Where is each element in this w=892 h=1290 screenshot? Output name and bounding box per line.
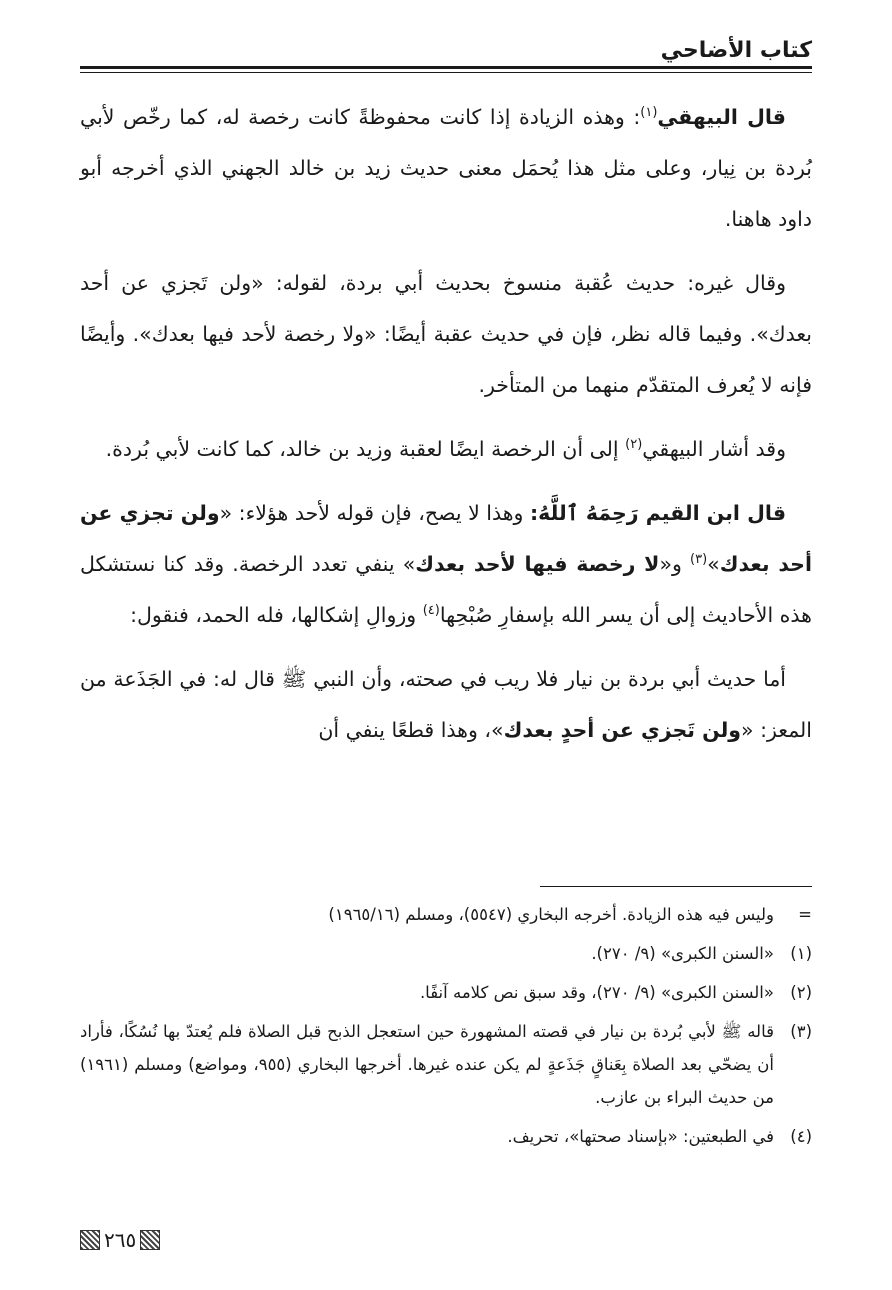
paragraph-text: و« bbox=[659, 552, 691, 576]
main-text bbox=[80, 92, 812, 769]
ornament-icon bbox=[80, 1230, 100, 1250]
paragraph-3 bbox=[80, 424, 812, 475]
quote: ولن تَجزي عن أحدٍ بعدك bbox=[503, 718, 742, 742]
paragraph-4 bbox=[80, 488, 812, 641]
footnote-3 bbox=[80, 1015, 812, 1114]
page-number: ٢٦٥ bbox=[104, 1228, 137, 1252]
paragraph-text: » ينفي تعدد الرخصة. وقد كنا نستشكل هذه الأحاديث إلى أن يسر الله بإسفارِ صُبْحِها bbox=[80, 552, 812, 627]
quote: ولن تجزي عن أحد بعدك bbox=[79, 501, 812, 576]
footnote-number: (١) bbox=[790, 944, 812, 963]
paragraph-text: وقال غيره: حديث عُقبة منسوخ بحديث أبي بردة، لقوله: «ولن تَجزي عن أحد بعدك». وفيما قاله نظر، فإن في حديث عقبة أيضًا: «ولا رخصة لأحد فيها بعدك». وأيضًا فإنه لا يُعرف المتقدّم منهما من المتأخر. bbox=[80, 271, 812, 397]
footnote-2 bbox=[80, 976, 812, 1009]
footnote-number: = bbox=[798, 905, 812, 924]
footnote-ref-4[interactable]: (٤) bbox=[422, 603, 440, 619]
footnote-text: قاله ﷺ لأبي بُردة بن نيار في قصته المشهورة حين استعجل الذبح قبل الصلاة فلم يُعتدّ بها نُسُكًا، فأراد أن يضحّي بعد الصلاة بِعَناقٍ جَذَعةٍ لم يكن عنده غيرها. أخرجها البخاري (٩٥٥، ومواضع) ومسلم (١٩٦١) من حديث البراء بن عازب. bbox=[80, 1022, 774, 1107]
footnote-continued bbox=[80, 898, 812, 931]
speaker: قال البيهقي bbox=[657, 105, 786, 129]
paragraph-text: : وهذه الزيادة إذا كانت محفوظةً كانت رخصة له، كما رخّص لأبي بُردة بن نِيار، وعلى مثل هذا يُحمَل معنى حديث زيد بن خالد الجهني الذي أخرجه أبو داود هاهنا. bbox=[80, 105, 812, 231]
header-rule-thin bbox=[80, 72, 812, 73]
paragraph-text: أما حديث أبي بردة بن نيار فلا ريب في صحته، وأن النبي ﷺ قال له: في الجَذَعة من المعز: « bbox=[80, 667, 812, 742]
paragraph-5 bbox=[80, 654, 812, 756]
footnote-text: وليس فيه هذه الزيادة. أخرجه البخاري (٥٥٤٧)، ومسلم (١٩٦٥/١٦) bbox=[328, 905, 774, 924]
footnote-ref-2[interactable]: (٢) bbox=[625, 437, 643, 453]
speaker: قال ابن القيم رَحِمَهُ ٱللَّهُ: bbox=[529, 501, 786, 525]
paragraph-1 bbox=[80, 92, 812, 245]
footnotes bbox=[80, 898, 812, 1159]
footnote-1 bbox=[80, 937, 812, 970]
ornament-icon bbox=[140, 1230, 160, 1250]
footnote-number: (٤) bbox=[790, 1127, 812, 1146]
paragraph-2 bbox=[80, 258, 812, 411]
footnote-number: (٣) bbox=[790, 1022, 812, 1041]
footnote-text: «السنن الكبرى» (٩/ ٢٧٠). bbox=[591, 944, 774, 963]
footnote-ref-3[interactable]: (٣) bbox=[690, 552, 708, 568]
paragraph-text: وهذا لا يصح، فإن قوله لأحد هؤلاء: « bbox=[219, 501, 530, 525]
quote: لا رخصة فيها لأحد بعدك bbox=[415, 552, 660, 576]
paragraph-text: إلى أن الرخصة ايضًا لعقبة وزيد بن خالد، كما كانت لأبي بُردة. bbox=[105, 437, 626, 461]
footnote-text: «السنن الكبرى» (٩/ ٢٧٠)، وقد سبق نص كلامه آنفًا. bbox=[419, 983, 774, 1002]
footnote-ref-1[interactable]: (١) bbox=[640, 105, 658, 121]
footnote-text: في الطبعتين: «بإسناد صحتها»، تحريف. bbox=[507, 1127, 774, 1146]
paragraph-text: وزوالِ إشكالها، فله الحمد، فنقول: bbox=[130, 603, 423, 627]
page-number-block bbox=[80, 1228, 160, 1252]
footnote-separator bbox=[540, 886, 812, 887]
footnote-4 bbox=[80, 1120, 812, 1153]
paragraph-text: » bbox=[707, 552, 720, 576]
paragraph-text: وقد أشار البيهقي bbox=[642, 437, 786, 461]
footnote-number: (٢) bbox=[790, 983, 812, 1002]
running-header-title: كتاب الأضاحي bbox=[660, 38, 812, 63]
paragraph-text: »، وهذا قطعًا ينفي أن bbox=[318, 718, 504, 742]
header-rule-thick bbox=[80, 66, 812, 69]
